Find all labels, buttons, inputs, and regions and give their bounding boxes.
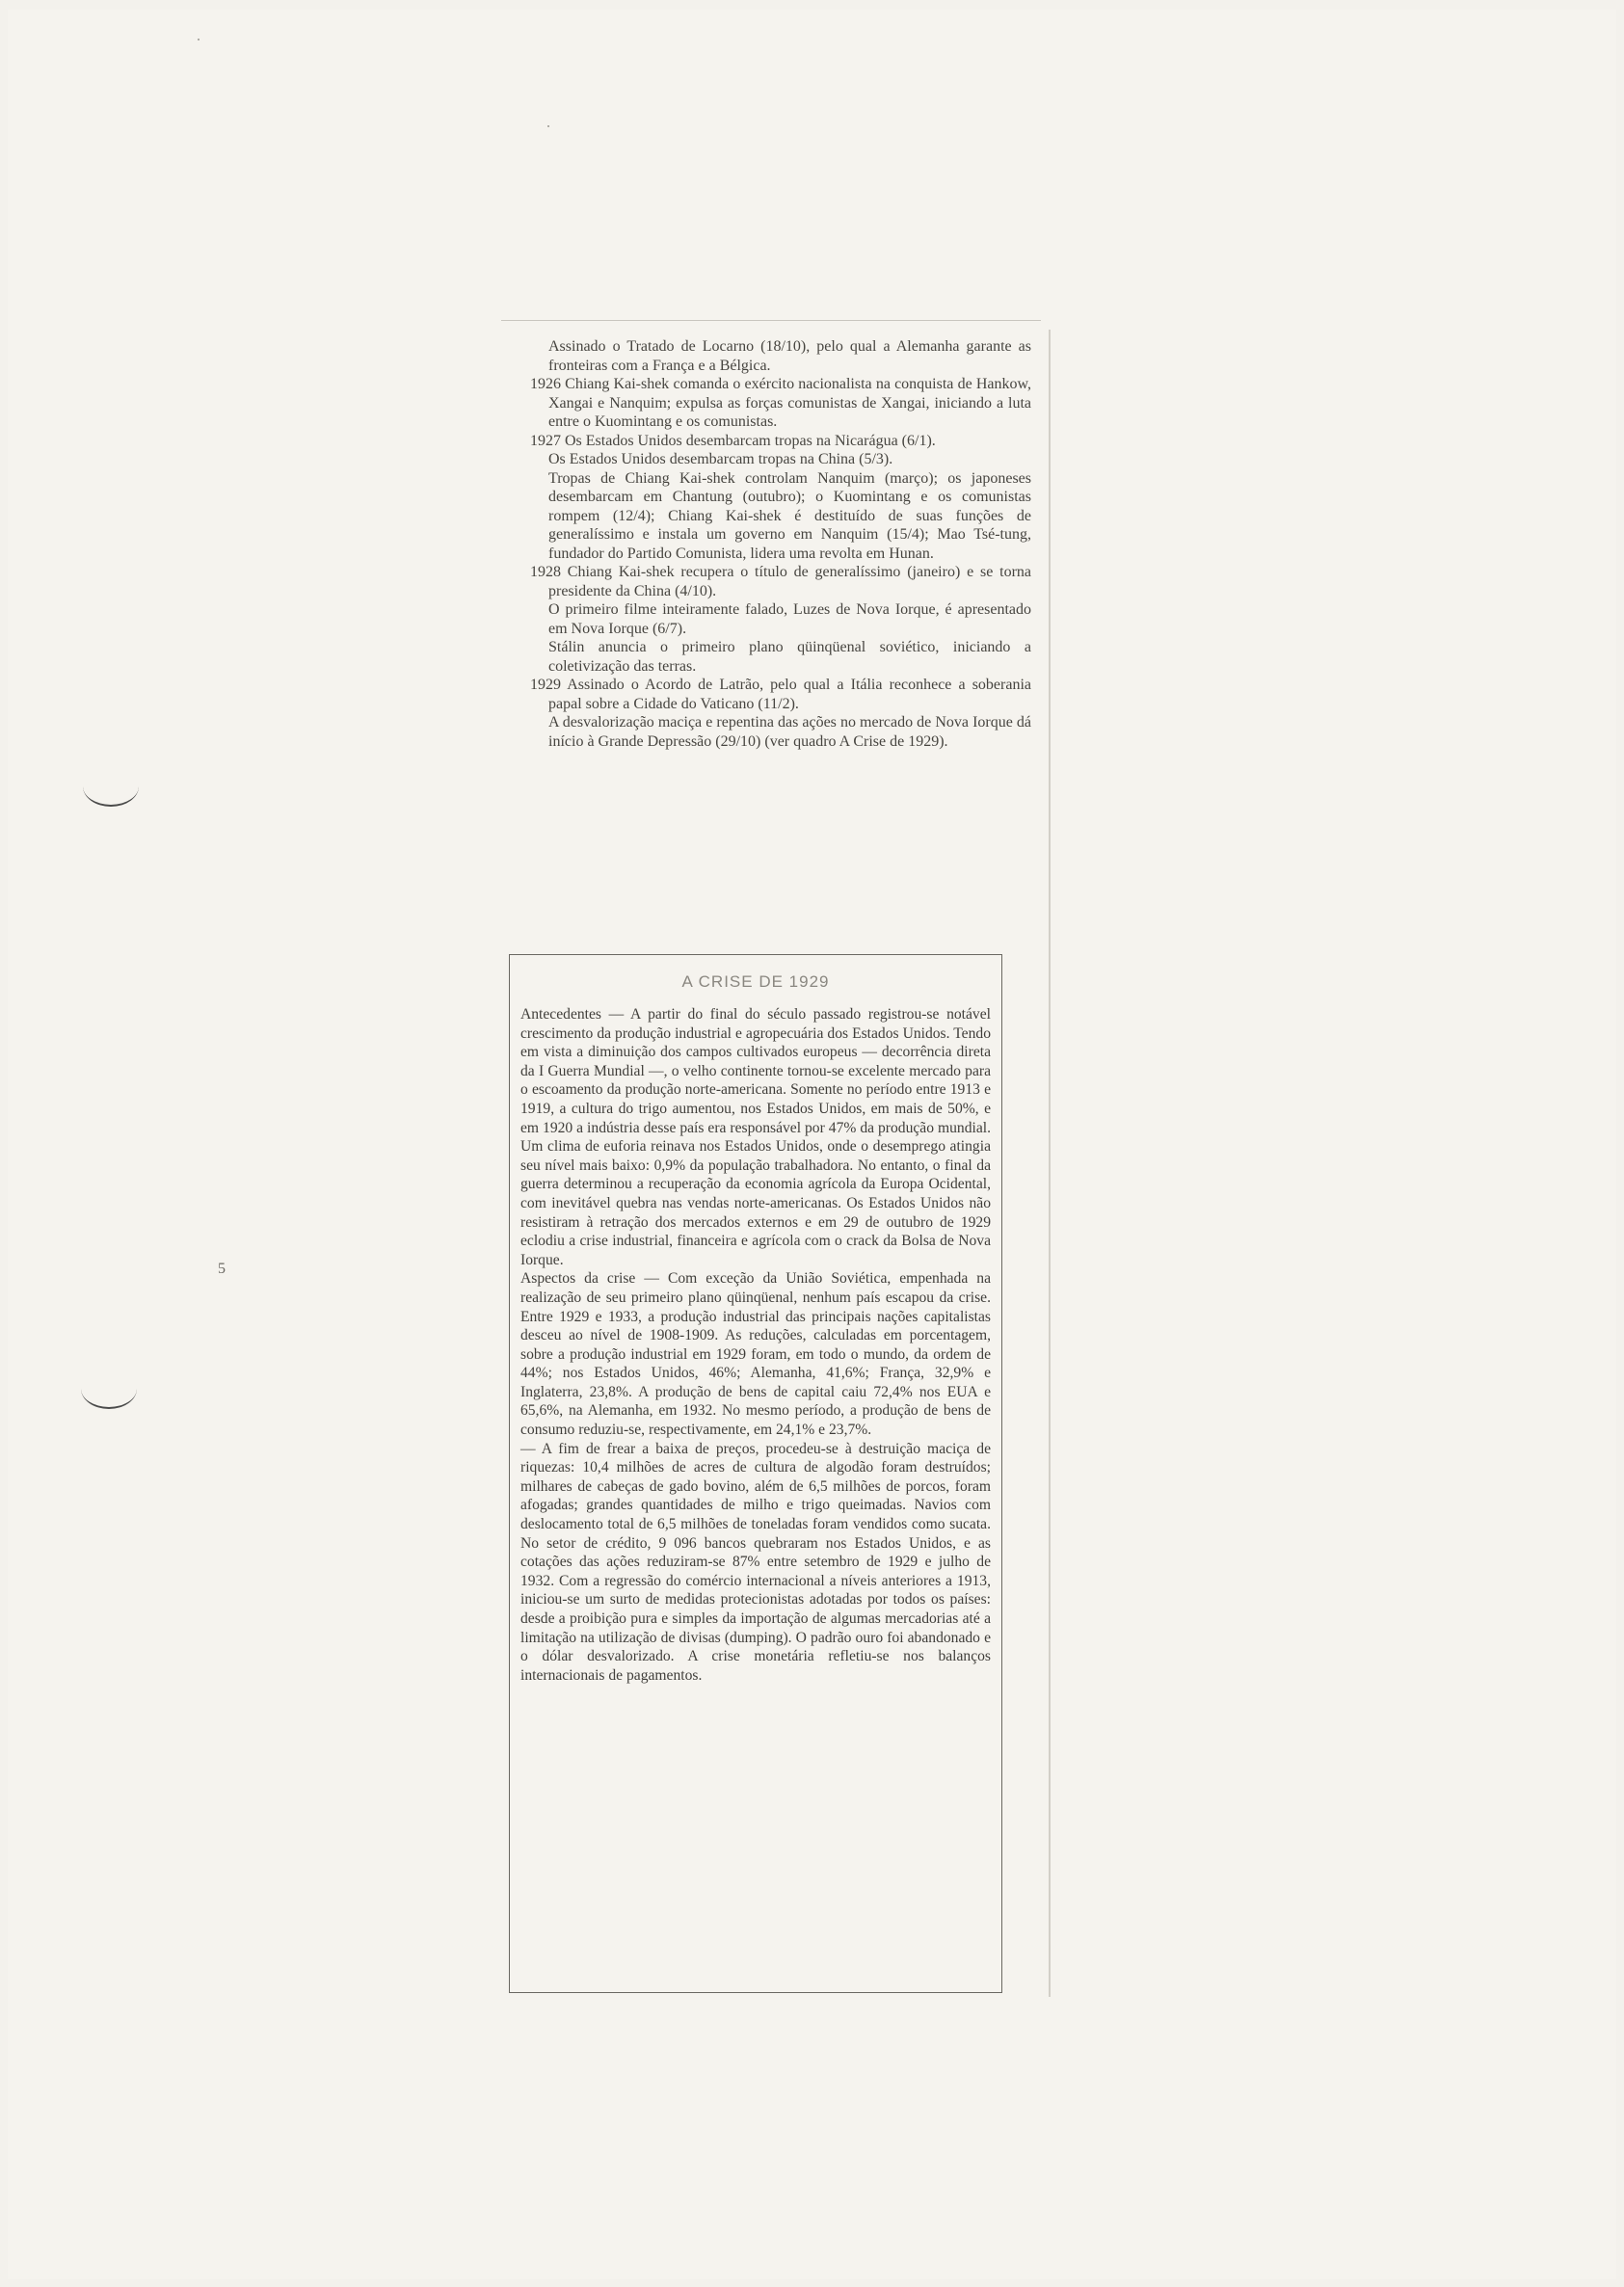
chronology-entry: 1926 Chiang Kai-shek comanda o exército nacionalista na conquista de Hankow, Xangai e Nanquim; expulsa as forças comunistas de Xangai, iniciando a luta entre o Kuomintang e os comunistas. — [530, 376, 1031, 430]
punch-hole-top — [83, 766, 139, 807]
chronology-entry: 1928 Chiang Kai-shek recupera o título de generalíssimo (janeiro) e se torna presidente da China (4/10). — [530, 564, 1031, 599]
crisis-1929-box — [509, 954, 1002, 1993]
margin-mark: 5 — [218, 1261, 226, 1277]
chronology-entry: A desvalorização maciça e repentina das ações no mercado de Nova Iorque dá início à Grande Depressão (29/10) (ver quadro A Crise de 1929). — [548, 714, 1031, 750]
box-title: A CRISE DE 1929 — [681, 972, 830, 991]
punch-hole-bottom — [81, 1369, 137, 1409]
chronology-entry: Os Estados Unidos desembarcam tropas na China (5/3). — [548, 451, 893, 467]
clipping-side-edge — [1049, 330, 1051, 1997]
chronology-list — [530, 337, 1031, 751]
box-paragraph-aspects: Aspectos da crise — Com exceção da União Soviética, empenhada na realização de seu primeiro plano qüinqüenal, nenhum país escapou da crise. Entre 1929 e 1933, a produção industrial das principais nações capitalistas desceu ao nível de 1908-1909. As reduções, calculadas em porcentagem, sobre a produção industrial em 1929 foram, em todo o mundo, da ordem de 44%; nos Estados Unidos, 46%; Alemanha, 41,6%; França, 32,9% e Inglaterra, 23,8%. A produção de bens de capital caiu 72,4% nos EUA e 65,6%, na Alemanha, em 1932. No mesmo período, a produção de bens de consumo reduziu-se, respectivamente, em 24,1% e 23,7%. — [520, 1270, 991, 1439]
paper-speck — [547, 125, 549, 127]
page-sheet — [8, 10, 1616, 2279]
box-paragraph-measures: — A fim de frear a baixa de preços, procedeu-se à destruição maciça de riquezas: 10,4 milhões de acres de cultura de algodão foram destruídos; milhares de cabeças de gado bovino, além de 6,5 milhões de porcos, foram afogadas; grandes quantidades de milho e trigo queimadas. Navios com deslocamento total de 6,5 milhões de toneladas foram vendidos como sucata. No setor de crédito, 9 096 bancos quebraram nos Estados Unidos, e as cotações das ações reduziram-se 87% entre setembro de 1929 e julho de 1932. Com a regressão do comércio internacional a níveis anteriores a 1913, iniciou-se um surto de medidas protecionistas adotadas por todos os países: desde a proibição pura e simples da importação de algumas mercadorias até a limitação na utilização de divisas (dumping). O padrão ouro foi abandonado e o dólar desvalorizado. A crise monetária refletiu-se nos balanços internacionais de pagamentos. — [520, 1440, 991, 1684]
chronology-entry: Assinado o Tratado de Locarno (18/10), pelo qual a Alemanha garante as fronteiras com a França e a Bélgica. — [548, 338, 1031, 374]
box-paragraph-antecedents: Antecedentes — A partir do final do século passado registrou-se notável crescimento da produção industrial e agropecuária dos Estados Unidos. Tendo em vista a diminuição dos campos cultivados europeus — decorrência direta da I Guerra Mundial —, o velho continente tornou-se excelente mercado para o escoamento da produção norte-americana. Somente no período entre 1913 e 1919, a cultura do trigo aumentou, nos Estados Unidos, em mais de 50%, e em 1920 a indústria desse país era responsável por 47% da produção mundial. Um clima de euforia reinava nos Estados Unidos, onde o desemprego atingia seu nível mais baixo: 0,9% da população trabalhadora. No entanto, o final da guerra determinou a recuperação da economia agrícola da Europa Ocidental, com inevitável quebra nas vendas norte-americanas. Os Estados Unidos não resistiram à retração dos mercados externos e em 29 de outubro de 1929 eclodiu a crise industrial, financeira e agrícola com o crack da Bolsa de Nova Iorque. — [520, 1006, 991, 1268]
chronology-entry: Stálin anuncia o primeiro plano qüinqüenal soviético, iniciando a coletivização das terras. — [548, 639, 1031, 675]
chronology-entry: O primeiro filme inteiramente falado, Luzes de Nova Iorque, é apresentado em Nova Iorque (6/7). — [548, 601, 1031, 637]
newspaper-clipping — [501, 320, 1051, 2060]
clipping-top-edge — [501, 320, 1041, 321]
chronology-entry: 1929 Assinado o Acordo de Latrão, pelo qual a Itália reconhece a soberania papal sobre a Cidade do Vaticano (11/2). — [530, 677, 1031, 712]
chronology-entry: 1927 Os Estados Unidos desembarcam tropas na Nicarágua (6/1). — [530, 432, 936, 449]
paper-speck — [198, 39, 200, 40]
chronology-entry: Tropas de Chiang Kai-shek controlam Nanquim (março); os japoneses desembarcam em Chantung (outubro); o Kuomintang e os comunistas rompem (12/4); Chiang Kai-shek é destituído de suas funções de generalíssimo e instala um governo em Nanquim (15/4); Mao Tsé-tung, fundador do Partido Comunista, lidera uma revolta em Hunan. — [548, 469, 1031, 562]
